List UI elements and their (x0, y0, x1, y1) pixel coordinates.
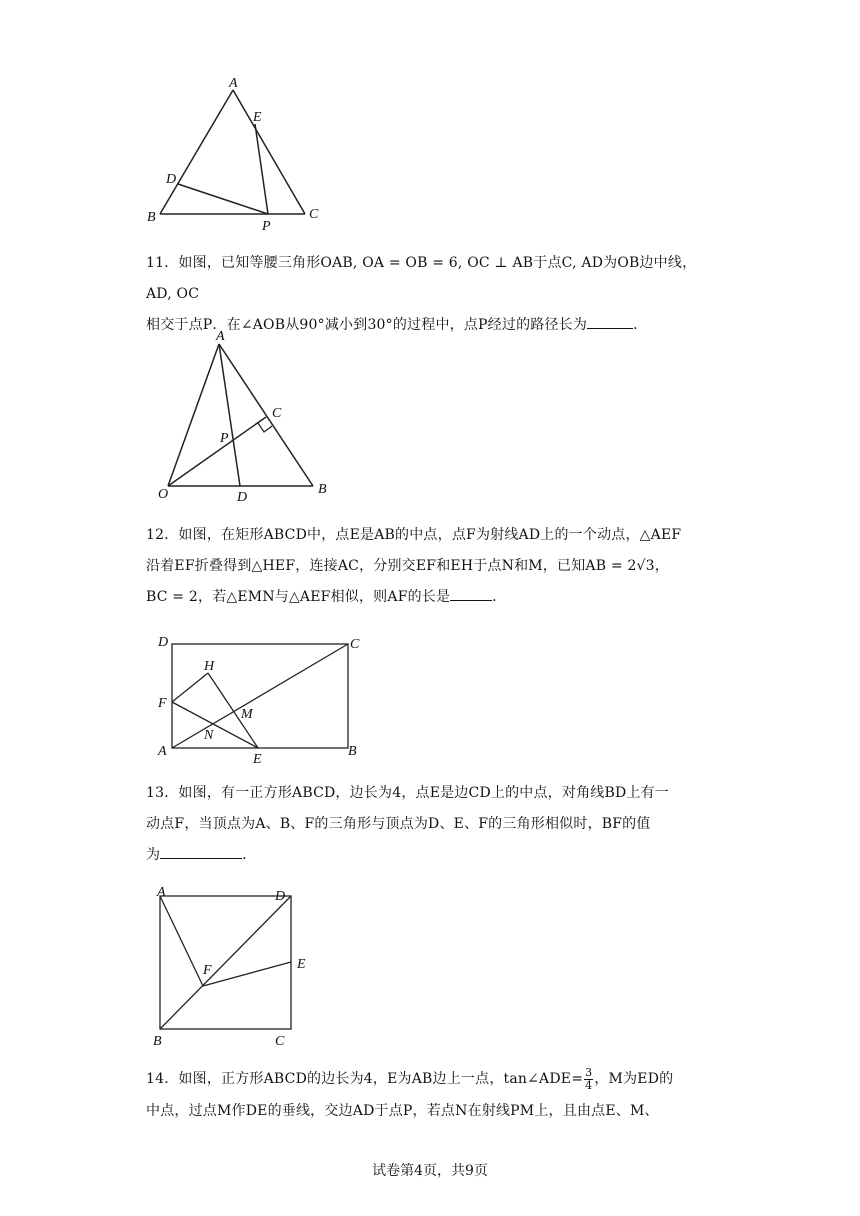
figure-rectangle-abcd (150, 628, 365, 768)
label-C: C (350, 637, 360, 652)
label-O: O (158, 487, 169, 502)
answer-blank (450, 586, 492, 601)
label-A: A (157, 885, 166, 900)
label-B: B (153, 1034, 162, 1049)
figure-square-abcd (145, 882, 325, 1052)
label-H: H (204, 659, 215, 674)
label-D: D (158, 635, 169, 650)
q12-line1: 12．如图，在矩形ABCD中，点E是AB的中点，点F为射线AD上的一个动点，△AEF (146, 527, 682, 543)
figure-triangle-abc (140, 72, 340, 237)
fraction-3-4: $\frac{3}{4}$ (585, 1065, 593, 1092)
label-E: E (297, 957, 306, 972)
label-B: B (318, 482, 327, 497)
page-footer: 试卷第4页，共9页 (372, 1163, 488, 1179)
figure-triangle-oab (150, 326, 340, 504)
q12-line2: 沿着EF折叠得到△HEF，连接AC，分别交EF和EH于点N和M，已知AB = 2√3， (146, 558, 669, 574)
label-F: F (158, 696, 167, 711)
label-N: N (204, 728, 214, 743)
q13-line2: 动点F，当顶点为A、B、F的三角形与顶点为D、E、F的三角形相似时，BF的值 (146, 816, 651, 832)
q14-line1: 14．如图，正方形ABCD的边长为4，E为AB边上一点，tan∠ADE= $\frac{3}{4}$ ，M为ED的 (146, 1065, 674, 1092)
q14-line2: 中点，过点M作DE的垂线，交边AD于点P，若点N在射线PM上，且由点E、M、 (146, 1103, 659, 1119)
label-A: A (158, 744, 167, 759)
label-D: D (275, 889, 286, 904)
label-D: D (166, 172, 177, 187)
answer-blank (160, 844, 242, 859)
q12-line3: BC = 2，若△EMN与△AEF相似，则AF的长是 ． (146, 582, 716, 613)
label-B: B (147, 210, 156, 225)
label-C: C (272, 406, 282, 421)
label-C: C (309, 207, 319, 222)
label-A: A (216, 329, 225, 344)
q13-line1: 13．如图，有一正方形ABCD，边长为4，点E是边CD上的中点，对角线BD上有一 (146, 785, 669, 801)
q13-line3: 为 ． (146, 840, 716, 871)
label-E: E (253, 752, 262, 767)
answer-blank (587, 314, 633, 329)
label-P: P (262, 219, 271, 234)
label-D: D (237, 490, 248, 504)
label-C: C (275, 1034, 285, 1049)
label-B: B (348, 744, 357, 759)
label-M: M (241, 707, 253, 722)
question-13 (146, 778, 716, 871)
q11-line1: 11．如图，已知等腰三角形OAB, OA = OB = 6, OC ⊥ AB于点C, AD为OB边中线，AD, OC (146, 255, 697, 302)
label-A: A (229, 76, 238, 91)
label-F: F (203, 963, 212, 978)
question-14 (146, 1062, 716, 1127)
label-P: P (220, 431, 229, 446)
q11-line2: 相交于点P．在∠AOB从90°减小到30°的过程中，点P经过的路径长为 ． (146, 310, 716, 341)
question-12 (146, 520, 716, 613)
label-E: E (253, 110, 262, 125)
